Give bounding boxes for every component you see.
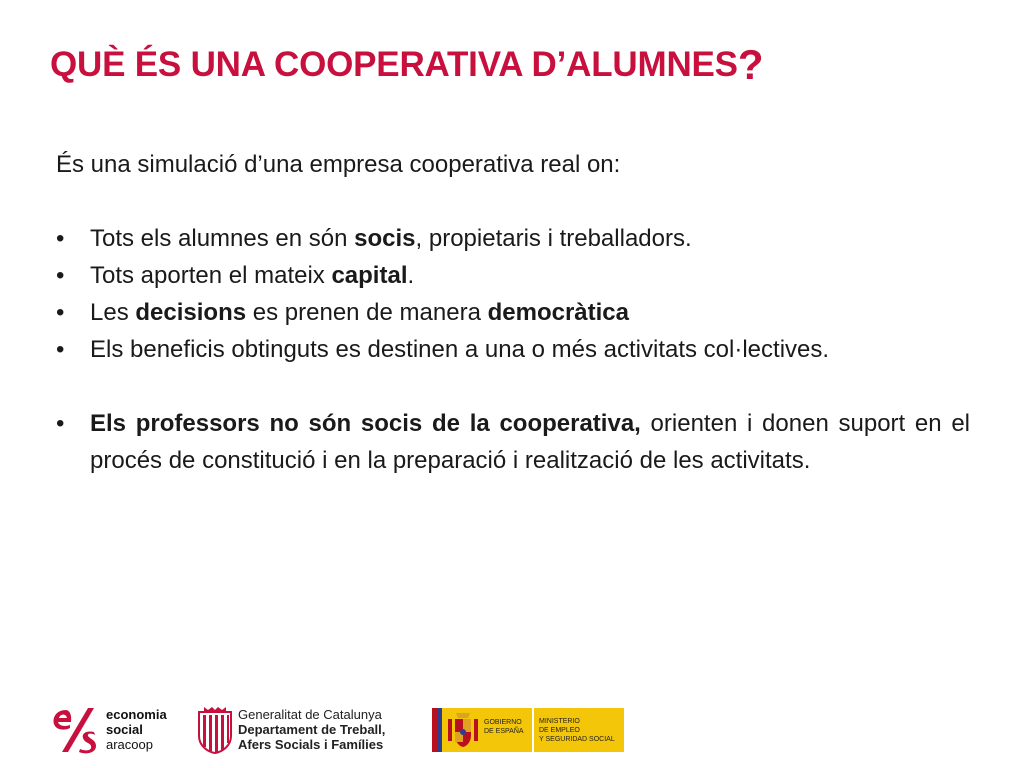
bullet-item [56, 331, 970, 368]
bullet-item [56, 257, 970, 294]
bullet-item [56, 220, 970, 257]
bullet-list [56, 220, 970, 479]
slide-body [56, 146, 970, 479]
flag-stripe [438, 708, 442, 752]
logo-text: Afers Socials i Famílies [238, 737, 384, 752]
generalitat-shield-icon [196, 706, 234, 754]
logo-text: Y SEGURIDAD SOCIAL [539, 736, 615, 743]
gobierno-espana-logo [432, 708, 624, 752]
logo-text: DE ESPAÑA [484, 728, 524, 735]
bullet-emphasis: capital [331, 262, 408, 289]
bullet-item [56, 294, 970, 331]
spain-coat-of-arms-icon [446, 711, 480, 749]
bullet-text: Els beneficis obtinguts es destinen a una o més activitats col·lectives. [90, 336, 830, 363]
economia-social-mark-icon [50, 706, 102, 754]
bullet-emphasis: democràtica [487, 299, 629, 326]
gobierno-flag-block [432, 708, 532, 752]
generalitat-logo [196, 706, 416, 754]
ministerio-label [539, 717, 615, 744]
economia-social-text [106, 707, 167, 752]
slide-title-question-mark: ? [737, 41, 764, 88]
bullet-text: orienten i donen suport en el procés de constitució i en la preparació i realització de les activitats. [90, 410, 971, 474]
logo-text: aracoop [106, 737, 153, 752]
economia-social-logo [50, 706, 180, 754]
gobierno-label [484, 718, 524, 736]
logo-text: economia [106, 707, 167, 722]
footer-logos [0, 696, 1024, 762]
bullet-text: Tots aporten el mateix [90, 262, 332, 289]
bullet-emphasis: Els professors no són socis de la cooperativa, [90, 410, 641, 437]
bullet-text: . [407, 262, 415, 289]
logo-text: GOBIERNO [484, 719, 522, 726]
bullet-emphasis: socis [354, 225, 416, 252]
bullet-emphasis: decisions [135, 299, 247, 326]
logo-text: DE EMPLEO [539, 727, 580, 734]
bullet-text: , propietaris i treballadors. [415, 225, 692, 252]
ministerio-block [534, 708, 624, 752]
logo-text: Departament de Treball, [238, 722, 386, 737]
logo-text: Generalitat de Catalunya [238, 707, 382, 722]
bullet-text: es prenen de manera [246, 299, 488, 326]
generalitat-text [238, 707, 385, 752]
logo-text: MINISTERIO [539, 718, 580, 725]
bullet-text: Tots els alumnes en són [90, 225, 355, 252]
intro-text: És una simulació d’una empresa cooperativa real on: [56, 151, 621, 178]
logo-text: social [106, 722, 143, 737]
bullet-text: Les [90, 299, 136, 326]
slide-title [50, 38, 763, 86]
slide-title-text: QUÈ ÉS UNA COOPERATIVA D’ALUMNES [50, 45, 738, 84]
bullet-item [56, 405, 970, 479]
